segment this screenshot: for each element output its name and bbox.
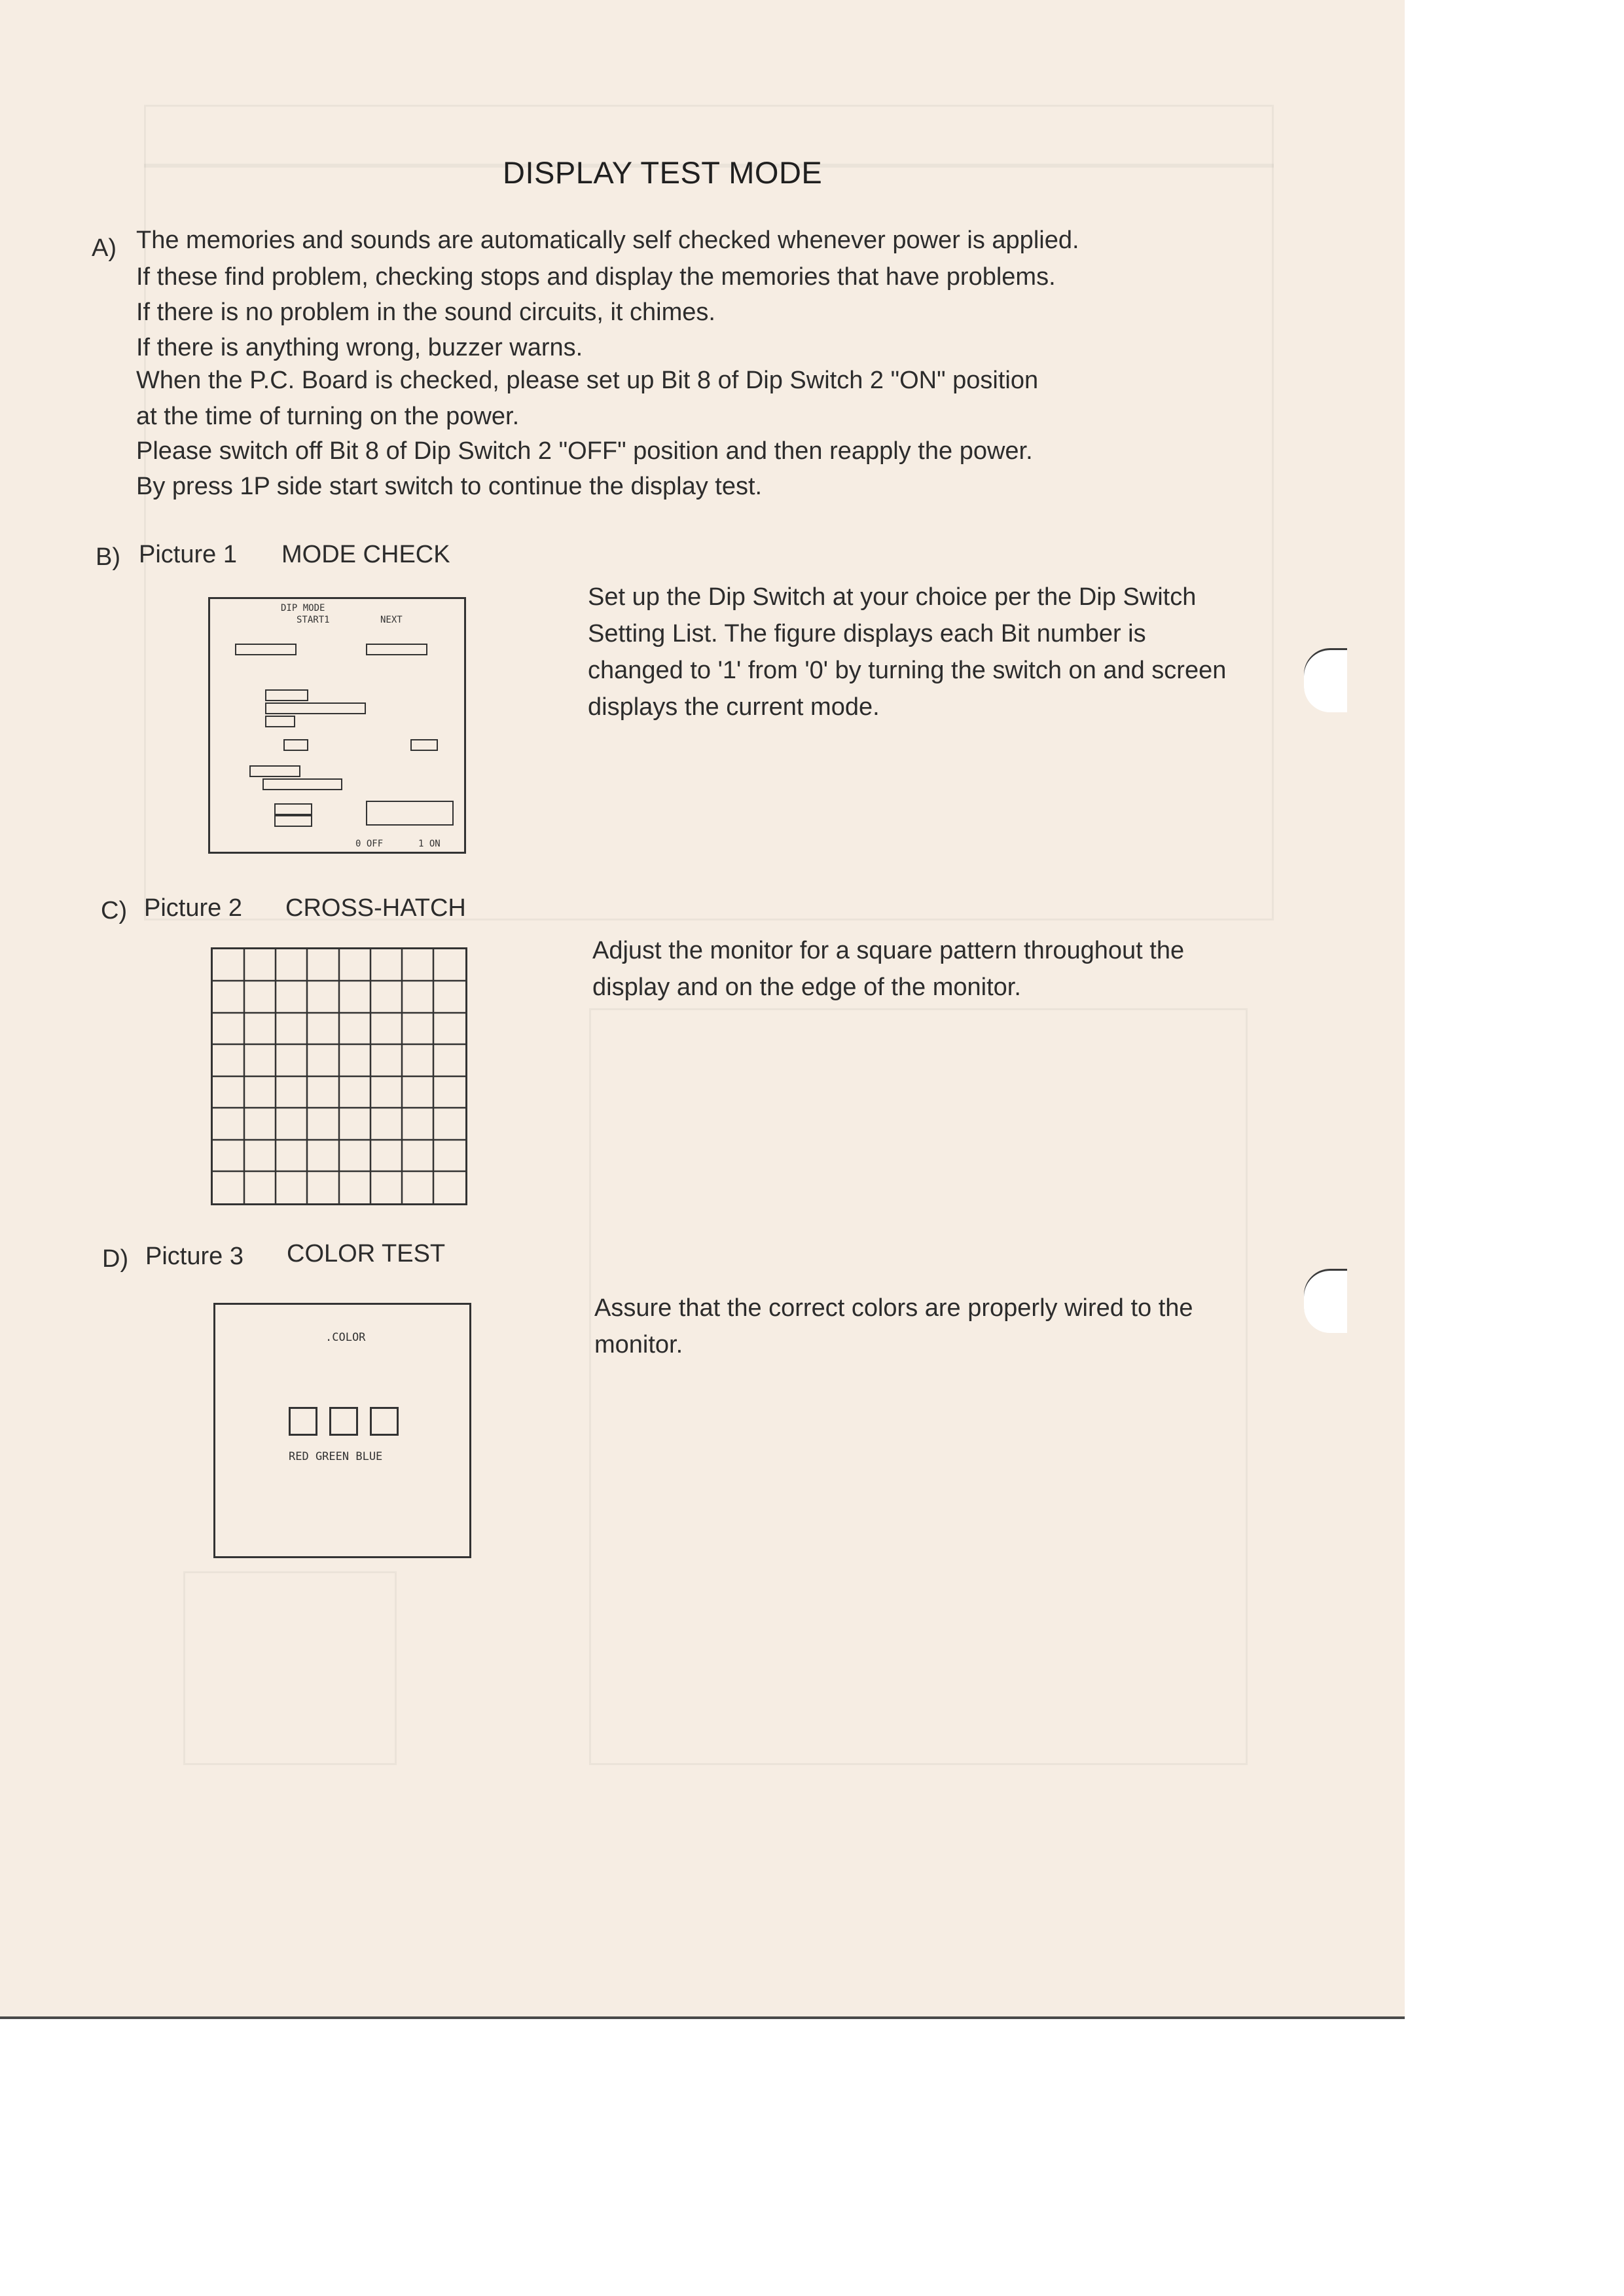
cross-hatch-grid [211, 947, 467, 1205]
section-a-line: at the time of turning on the power. [136, 403, 520, 430]
page-title: DISPLAY TEST MODE [503, 155, 823, 190]
mode-value-box [249, 765, 300, 777]
mode-value-box [274, 803, 312, 815]
show-through-ghost [589, 1008, 1248, 1765]
section-a-letter: A) [92, 234, 117, 262]
color-heading: .COLOR [325, 1331, 366, 1344]
blue-swatch [370, 1407, 399, 1436]
section-c-description: Adjust the monitor for a square pattern throughout the display and on the edge of the monitor. [592, 937, 1185, 1001]
mode-value-box [410, 739, 438, 751]
binder-hole-top [1304, 648, 1347, 712]
red-swatch [289, 1407, 317, 1436]
mode-value-box [265, 689, 308, 701]
footer-off-label: 0 OFF [355, 839, 384, 849]
section-a-line: If these find problem, checking stops and display the memories that have problems. [136, 263, 1056, 291]
section-a-line: If there is anything wrong, buzzer warns. [136, 334, 583, 361]
mode-value-box [283, 739, 308, 751]
section-a-line: When the P.C. Board is checked, please set up Bit 8 of Dip Switch 2 "ON" position [136, 367, 1039, 394]
section-d-letter: D) [102, 1245, 129, 1273]
start-label: START1 [297, 615, 330, 625]
paper-edge [0, 2016, 1405, 2019]
section-d-picture-label: Picture 3 [145, 1243, 244, 1270]
show-through-ghost [183, 1571, 397, 1765]
next-label: NEXT [380, 615, 403, 625]
dip-switch-1-bits [235, 644, 297, 655]
dip-switch-2-bits [366, 644, 427, 655]
dip-mode-heading: DIP MODE [281, 603, 325, 613]
section-c-caption: CROSS-HATCH [285, 894, 466, 922]
section-c-picture-label: Picture 2 [144, 894, 242, 922]
section-a-line: By press 1P side start switch to continue the display test. [136, 473, 763, 500]
mode-check-screen [208, 597, 466, 854]
color-labels: RED GREEN BLUE [289, 1450, 383, 1463]
green-swatch [329, 1407, 358, 1436]
mode-value-box [265, 716, 295, 727]
binder-hole-bottom [1304, 1269, 1347, 1333]
section-d-description: Assure that the correct colors are properly wired to the monitor. [594, 1294, 1193, 1358]
section-a-line: Please switch off Bit 8 of Dip Switch 2 "OFF" position and then reapply the power. [136, 437, 1033, 465]
footer-on-label: 1 ON [418, 839, 441, 849]
section-b-description: Set up the Dip Switch at your choice per the Dip Switch Setting List. The figure displays each Bit number is changed to '1' from '0' by turning the switch on and screen displays the current mode. [588, 583, 1227, 721]
section-a-line: The memories and sounds are automatically self checked whenever power is applied. [136, 227, 1079, 254]
section-b-picture-label: Picture 1 [139, 541, 237, 568]
section-d-caption: COLOR TEST [287, 1240, 446, 1267]
mode-value-box [265, 702, 366, 714]
mode-value-box [274, 815, 312, 827]
section-a-line: If there is no problem in the sound circuits, it chimes. [136, 299, 715, 326]
mode-value-box [262, 778, 342, 790]
section-b-letter: B) [96, 543, 120, 571]
mode-value-box [366, 801, 454, 826]
section-b-caption: MODE CHECK [281, 541, 450, 568]
section-c-letter: C) [101, 897, 128, 924]
color-test-screen [213, 1303, 471, 1558]
